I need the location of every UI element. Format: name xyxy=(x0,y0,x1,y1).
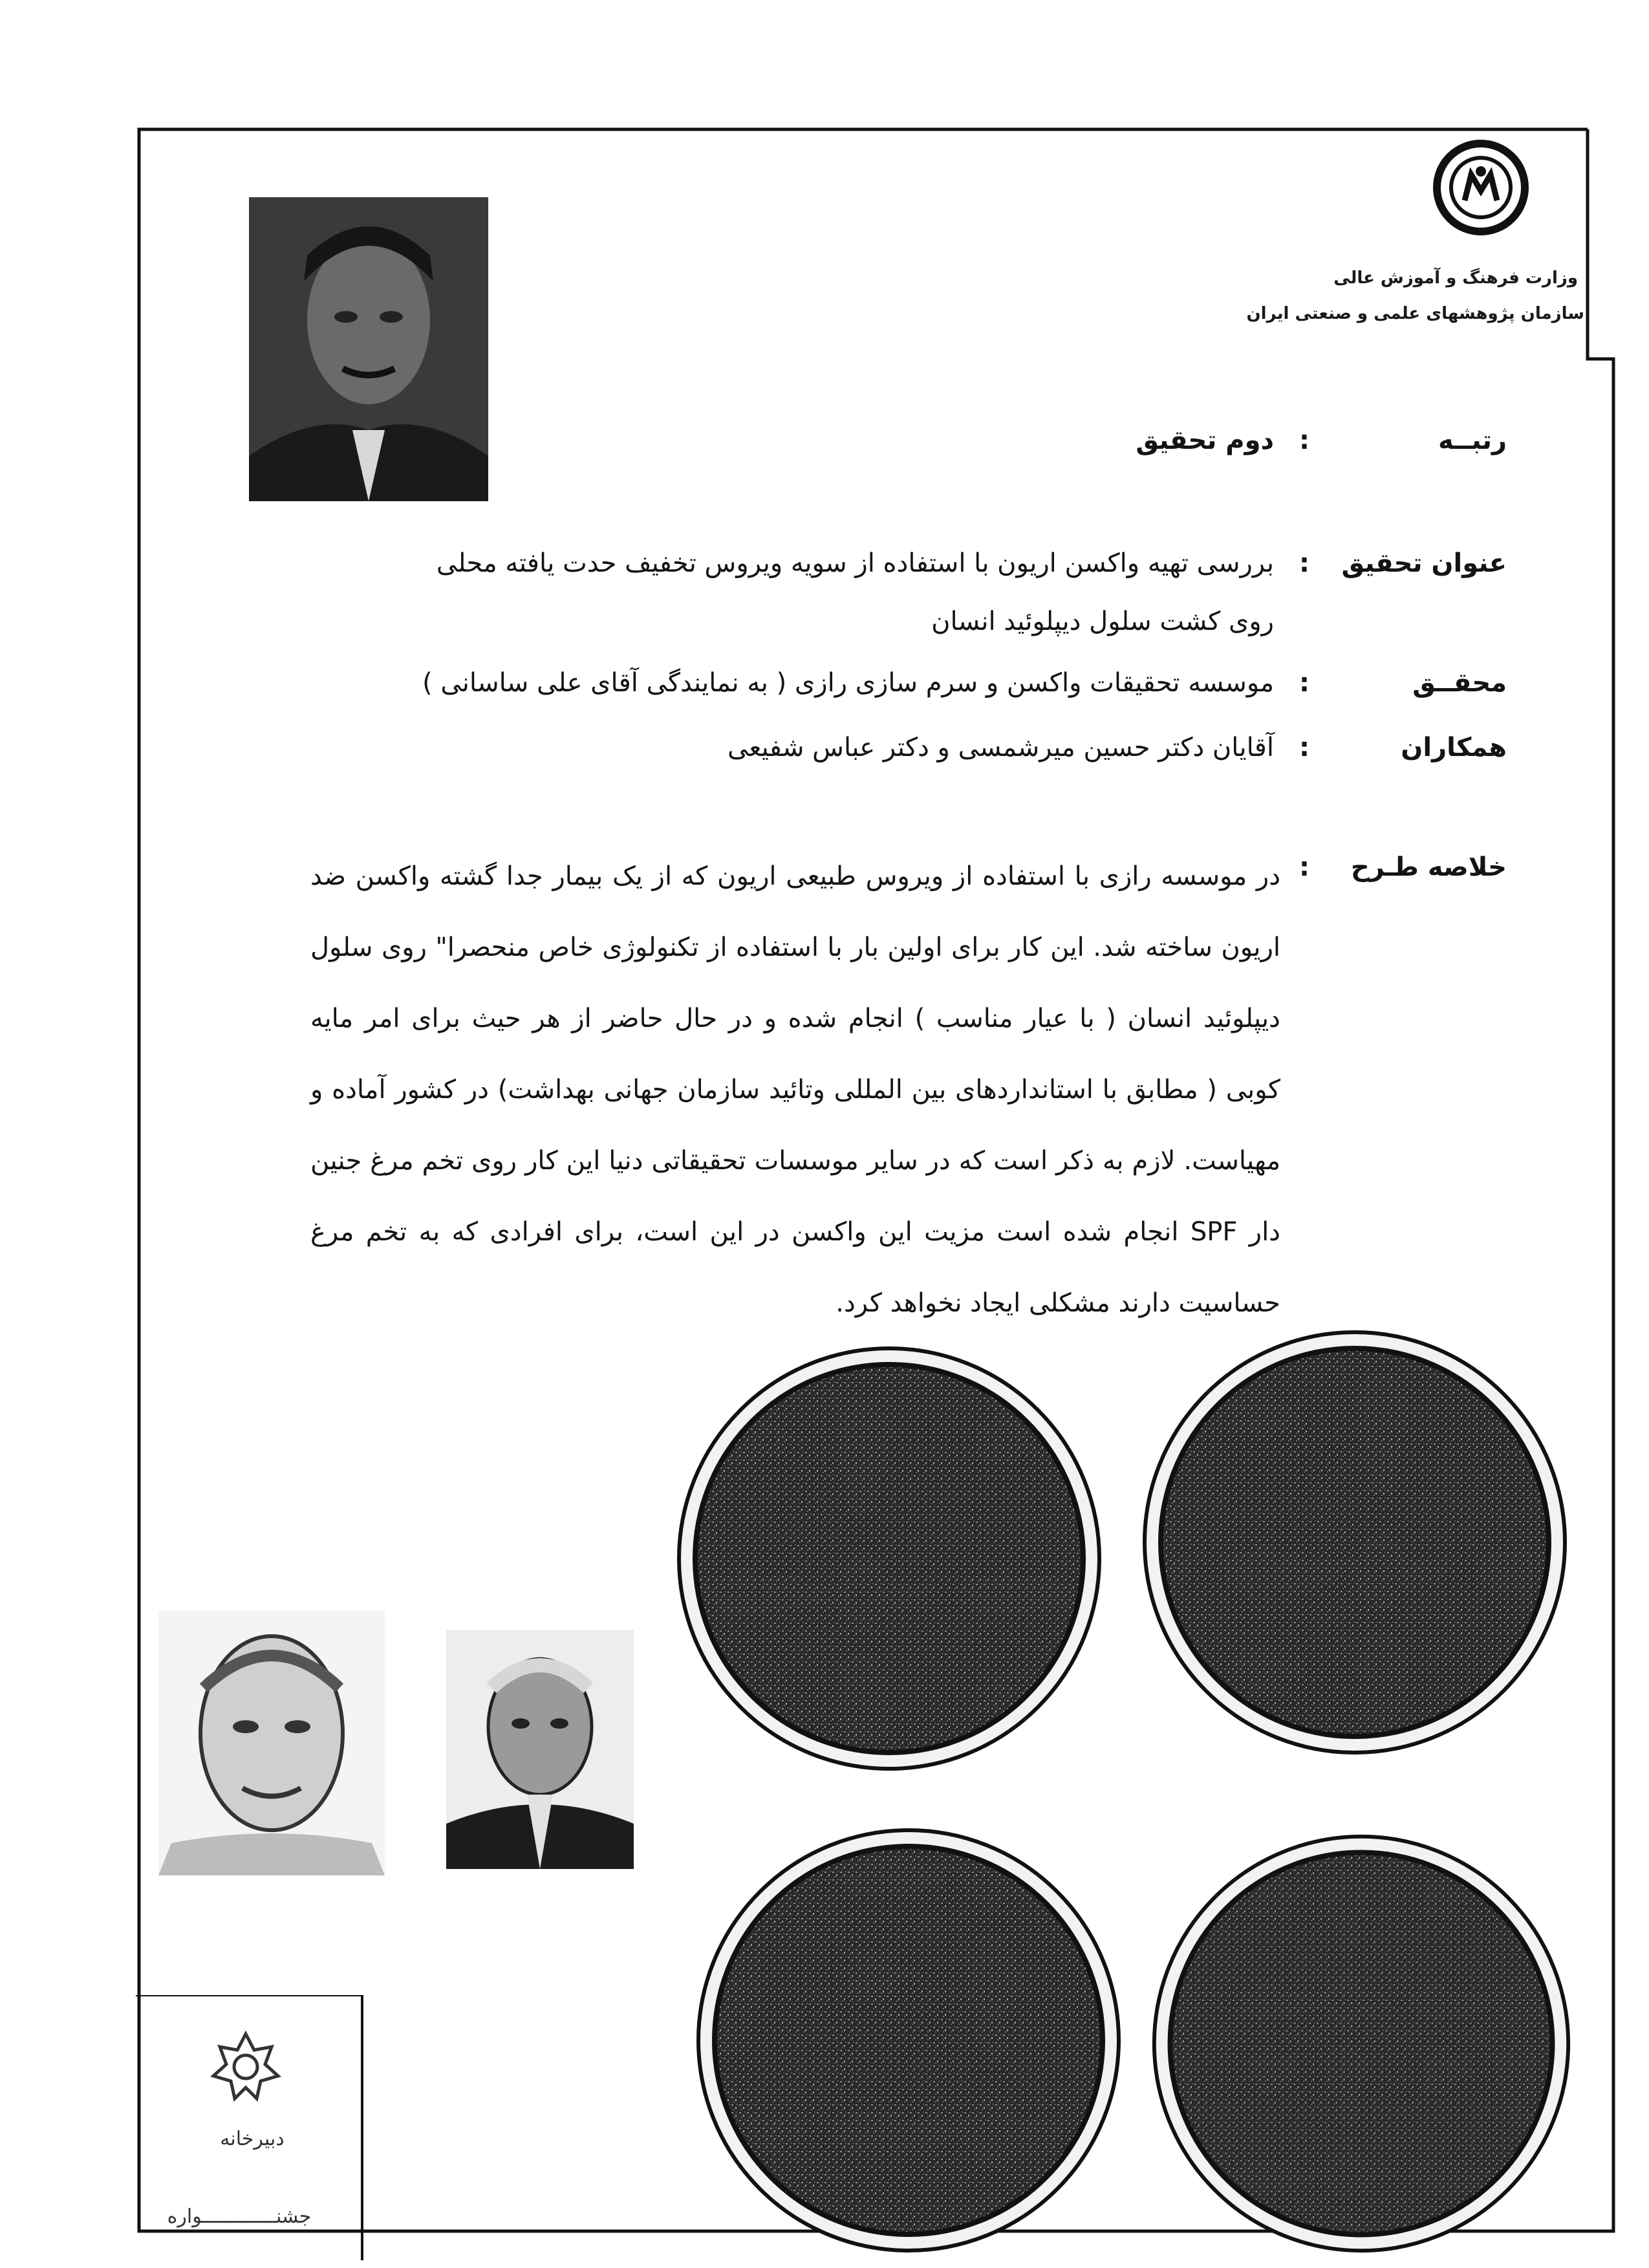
researcher-label: محقــق xyxy=(1412,668,1507,698)
collaborators-separator: : xyxy=(1299,733,1310,762)
petri-dish-photo xyxy=(1145,1830,1578,2257)
collaborator-photo xyxy=(158,1610,385,1875)
organization-name: سازمان پژوهشهای علمی و صنعتی ایران xyxy=(1246,304,1584,323)
rank-separator: : xyxy=(1299,426,1310,455)
collaborators-value: آقایان دکتر حسین میرشمسی و دکتر عباس شفیعی xyxy=(727,733,1274,762)
festival-emblem-icon xyxy=(210,2031,281,2102)
summary-text: در موسسه رازی با استفاده از ویروس طبیعی اریون که از یک بیمار جدا گشته واکسن ضد اریون ساخته شد. این کار برای اولین بار با استفاده از تکنولوژی خاص منحصرا" روی سلول دیپلوئید انسان ( با عیار مناسب ) انجام شده و در حال حاضر از هر حیث برای امر مایه کوبی ( مطابق با استانداردهای بین المللی وتائید سازمان جهانی بهداشت) در کشور آماده و مهیاست. لازم به ذکر است که در سایر موسسات تحقیقاتی دنیا این کار روی تخم مرغ جنین دار SPF انجام شده است مزیت این واکسن در این است، برای افرادی که به تخم مرغ حساسیت دارند مشکلی ایجاد نخواهد کرد. xyxy=(310,861,1280,1318)
collaborator-photo xyxy=(446,1630,634,1869)
researcher-value: موسسه تحقیقات واکسن و سرم سازی رازی ( به نمایندگی آقای علی ساسانی ) xyxy=(422,668,1274,698)
ministry-name: وزارت فرهنگ و آموزش عالی xyxy=(1333,268,1578,288)
title-separator: : xyxy=(1299,548,1310,578)
petri-dish-photo xyxy=(1138,1326,1571,1759)
summary-label: خلاصه طـرح xyxy=(1350,852,1507,882)
rank-value: دوم تحقیق xyxy=(1136,426,1274,455)
title-label: عنوان تحقیق xyxy=(1341,548,1507,578)
title-value-line2: روی کشت سلول دیپلوئید انسان xyxy=(931,607,1274,636)
secretariat-label: دبیرخانه xyxy=(220,2128,285,2150)
researcher-photo xyxy=(249,197,488,501)
petri-dish-photo xyxy=(692,1824,1125,2257)
summary-separator: : xyxy=(1299,852,1310,882)
petri-dish-photo xyxy=(673,1342,1106,1775)
title-value: بررسی تهیه واکسن اریون با استفاده از سویه ویروس تخفیف حدت یافته محلی xyxy=(436,548,1274,578)
researcher-separator: : xyxy=(1299,668,1310,698)
rank-label: رتبــه xyxy=(1438,426,1507,455)
collaborators-label: همکاران xyxy=(1401,733,1507,762)
festival-label: جشنـــــــــــــواره xyxy=(167,2205,312,2228)
ministry-logo-icon xyxy=(1432,139,1529,236)
